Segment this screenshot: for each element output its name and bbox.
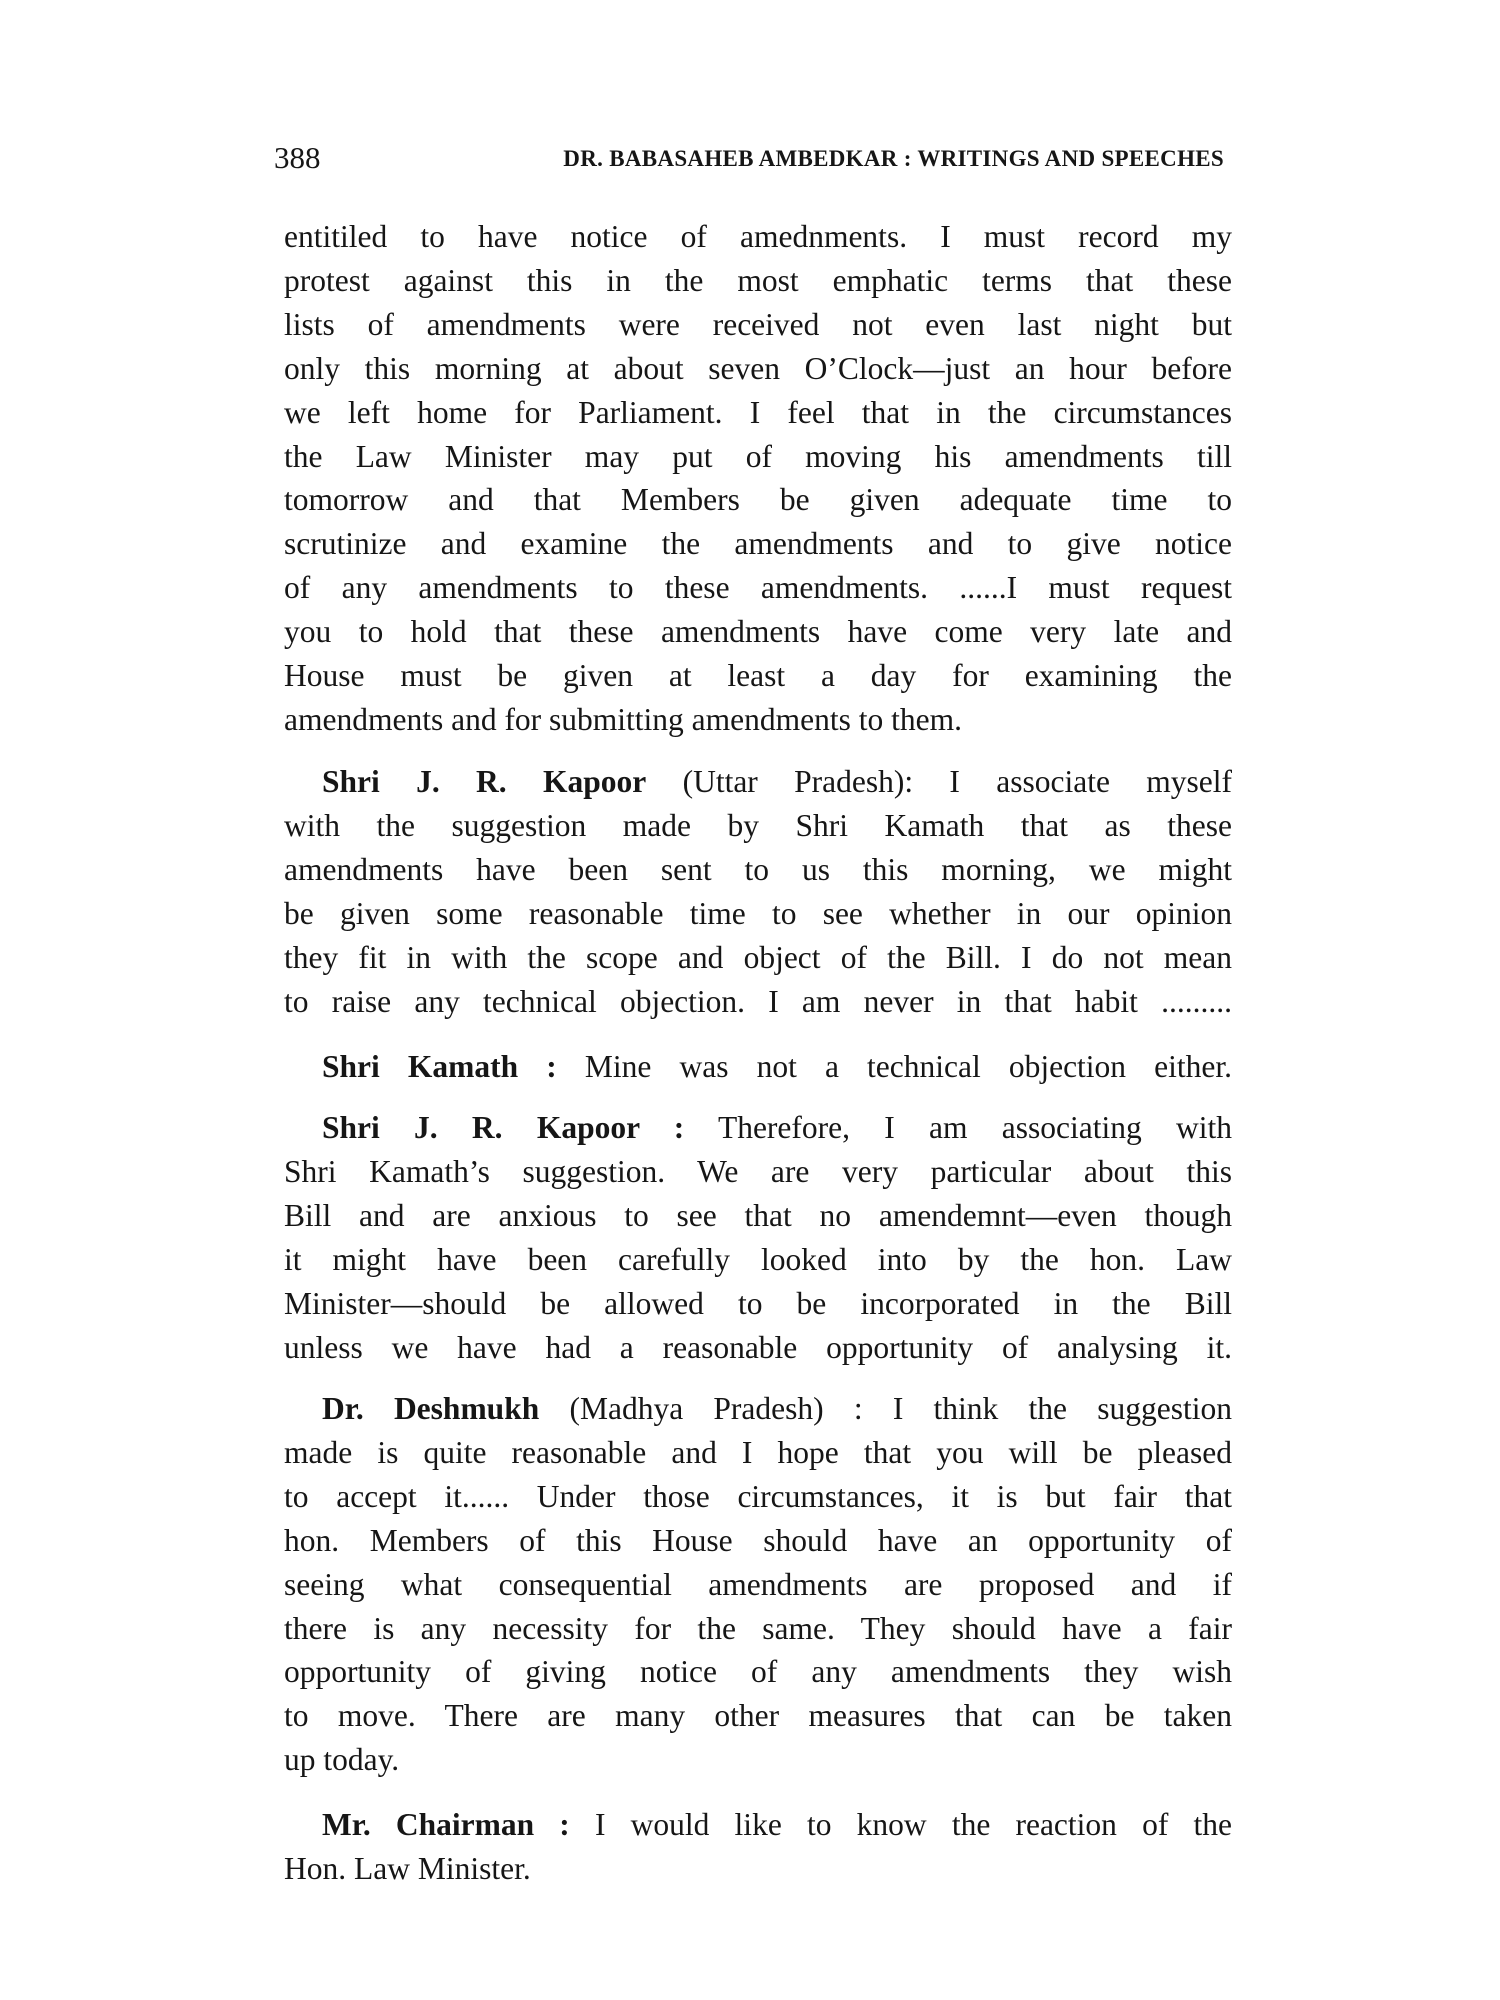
line-text: tomorrow and that Members be given adequate time to [284,482,1232,518]
text-line [284,215,1232,259]
text-line [284,892,1232,936]
text-line [284,303,1232,347]
text-line [284,936,1232,980]
line-text: Minister—should be allowed to be incorporated in the Bill [284,1285,1232,1321]
speech-paragraph [284,760,1232,1023]
line-text: entitiled to have notice of amednments. I must record my [284,219,1232,254]
text-line [284,1431,1232,1475]
line-text: up today. [284,1742,400,1778]
line-text: to raise any technical objection. I am never in that habit ......... [284,983,1232,1019]
line-text: Hon. Law Minister. [284,1850,531,1886]
line-text: we left home for Parliament. I feel that in the circumstances [284,394,1232,430]
text-line [284,980,1232,1024]
line-text: they fit in with the scope and object of the Bill. I do not mean [284,939,1232,975]
line-text: with the suggestion made by Shri Kamath that as these [284,807,1232,843]
line-text: hon. Members of this House should have an opportunity of [284,1522,1232,1558]
line-text: it might have been carefully looked into by the hon. Law [284,1241,1232,1277]
text-line [284,1519,1232,1563]
speaker-name: Shri J. R. Kapoor : [322,1110,685,1145]
line-text: Shri Kamath’s suggestion. We are very particular about this [284,1153,1232,1189]
text-line [284,1194,1232,1238]
text-line [284,1803,1232,1847]
line-text: (Uttar Pradesh): I associate myself [646,764,1232,799]
text-line [284,698,1232,742]
text-line [284,391,1232,435]
text-line [284,566,1232,610]
line-text: House must be given at least a day for examining the [284,658,1232,694]
text-line [284,478,1232,522]
line-text: scrutinize and examine the amendments and to give notice [284,526,1232,562]
line-text: Therefore, I am associating with [684,1110,1232,1145]
text-line [284,654,1232,698]
speaker-name: Shri J. R. Kapoor [322,764,647,799]
text-line [284,435,1232,479]
text-line [284,1738,1232,1782]
line-text: the Law Minister may put of moving his amendments till [284,438,1232,474]
speech-paragraph [284,1045,1232,1089]
line-text: protest against this in the most emphatic terms that these [284,262,1232,298]
line-text: amendments have been sent to us this morning, we might [284,851,1232,887]
text-line [284,1106,1232,1150]
line-text: seeing what consequential amendments are proposed and if [284,1566,1232,1602]
line-text: Bill and are anxious to see that no amendemnt—even though [284,1197,1232,1233]
text-line [284,1847,1232,1891]
text-line [284,1607,1232,1651]
text-line [284,1694,1232,1738]
running-head: DR. BABASAHEB AMBEDKAR : WRITINGS AND SPEECHES [563,146,1224,171]
text-line [284,522,1232,566]
text-line [284,1650,1232,1694]
speaker-name: Dr. Deshmukh [322,1391,540,1426]
text-line [284,259,1232,303]
line-text: to move. There are many other measures that can be taken [284,1698,1232,1734]
line-text: I would like to know the reaction of the [569,1807,1232,1842]
line-text: lists of amendments were received not even last night but [284,306,1232,342]
text-line [284,610,1232,654]
continued-paragraph [284,215,1232,742]
text-line [284,848,1232,892]
speech-paragraph [284,1803,1232,1891]
line-text: be given some reasonable time to see whether in our opinion [284,895,1232,931]
text-line [284,1475,1232,1519]
speaker-name: Shri Kamath : [322,1049,557,1084]
speech-paragraph [284,1387,1232,1782]
line-text: to accept it...... Under those circumstances, it is but fair that [284,1478,1232,1514]
line-text: opportunity of giving notice of any amendments they wish [284,1654,1232,1690]
text-line [284,1563,1232,1607]
text-line [284,347,1232,391]
line-text: you to hold that these amendments have come very late and [284,614,1232,650]
text-line [284,1387,1232,1431]
speaker-name: Mr. Chairman : [322,1807,570,1842]
text-line [284,804,1232,848]
line-text: (Madhya Pradesh) : I think the suggestion [539,1391,1232,1426]
text-line [284,1045,1232,1089]
line-text: unless we have had a reasonable opportunity of analysing it. [284,1329,1232,1365]
line-text: there is any necessity for the same. They should have a fair [284,1610,1232,1646]
text-line [284,1282,1232,1326]
text-line [284,1150,1232,1194]
text-line [284,1238,1232,1282]
line-text: Mine was not a technical objection either. [556,1049,1233,1084]
text-line [284,1326,1232,1370]
line-text: only this morning at about seven O’Clock—just an hour before [284,350,1232,386]
line-text: made is quite reasonable and I hope that you will be pleased [284,1434,1232,1470]
line-text: of any amendments to these amendments. ......I must request [284,570,1232,606]
page-number: 388 [274,140,321,175]
text-line [284,760,1232,804]
speech-paragraph [284,1106,1232,1369]
line-text: amendments and for submitting amendments to them. [284,701,963,737]
